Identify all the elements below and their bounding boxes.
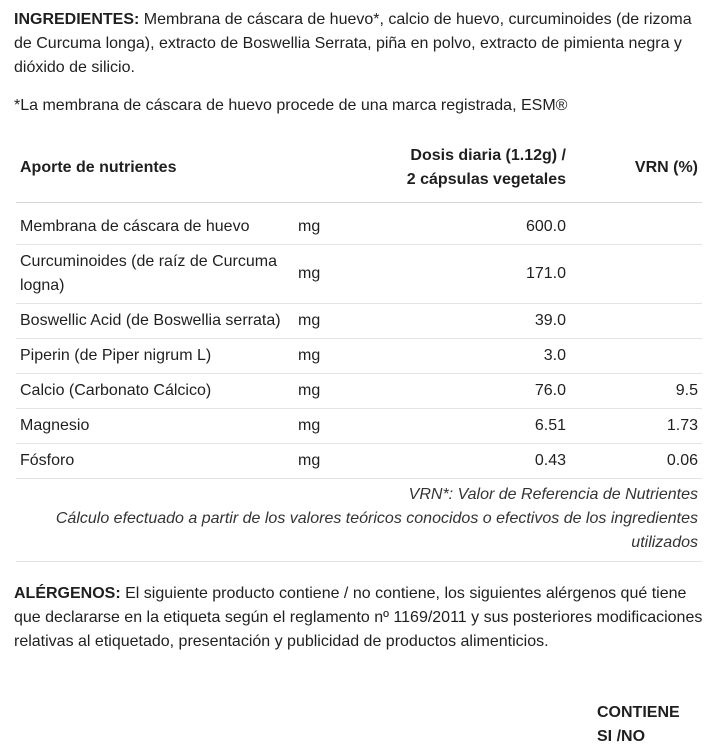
allergens-text: El siguiente producto contiene / no contiene, los siguientes alérgenos qué tiene que declararse en la etiqueta según el reglamento nº 1169/2011 y sus posteriores modificaciones relativas al etiquetado, presentación y publicidad de productos alimenticios. <box>14 585 703 650</box>
table-row <box>16 203 702 245</box>
allergens-label: ALÉRGENOS: <box>14 585 121 602</box>
nutrient-name: Calcio (Carbonato Cálcico) <box>16 374 294 409</box>
ingredients-label: INGREDIENTES: <box>14 11 140 28</box>
calculation-note: Cálculo efectuado a partir de los valores teóricos conocidos o efectivos de los ingredientes utilizados <box>55 510 698 551</box>
header-daily-dose <box>362 132 574 203</box>
header-dose-line1: Dosis diaria (1.12g) / <box>410 147 566 164</box>
ingredients-paragraph <box>14 8 704 80</box>
ingredients-text: Membrana de cáscara de huevo*, calcio de huevo, curcuminoides (de rizoma de Curcuma longa), extracto de Boswellia Serrata, piña en polvo, extracto de pimienta negra y dióxido de silicio. <box>14 11 692 76</box>
nutrient-dose: 0.43 <box>362 444 574 479</box>
table-header-row <box>16 132 702 203</box>
nutrient-unit: mg <box>294 444 362 479</box>
nutrient-name: Curcuminoides (de raíz de Curcuma logna) <box>16 245 294 304</box>
nutrient-name: Boswellic Acid (de Boswellia serrata) <box>16 304 294 339</box>
table-row <box>16 245 702 304</box>
nutrient-name: Magnesio <box>16 409 294 444</box>
nutrient-unit: mg <box>294 203 362 245</box>
nutrient-dose: 39.0 <box>362 304 574 339</box>
contiene-line2: SI /NO <box>597 728 646 745</box>
nutrient-vrn <box>574 339 702 374</box>
nutrient-vrn: 0.06 <box>574 444 702 479</box>
nutrient-dose: 3.0 <box>362 339 574 374</box>
header-nutrients: Aporte de nutrientes <box>16 132 294 203</box>
nutrition-table <box>16 132 702 562</box>
nutrient-dose: 171.0 <box>362 245 574 304</box>
nutrient-vrn <box>574 245 702 304</box>
nutrient-unit: mg <box>294 409 362 444</box>
nutrient-vrn <box>574 304 702 339</box>
nutrition-rows <box>16 203 702 562</box>
header-dose-line2: 2 cápsulas vegetales <box>406 171 566 188</box>
table-footnote <box>16 479 702 562</box>
nutrient-vrn: 1.73 <box>574 409 702 444</box>
table-row <box>16 339 702 374</box>
nutrient-unit: mg <box>294 374 362 409</box>
nutrient-unit: mg <box>294 245 362 304</box>
table-footer-row <box>16 479 702 562</box>
vrn-definition: VRN*: Valor de Referencia de Nutrientes <box>408 486 698 503</box>
nutrient-dose: 6.51 <box>362 409 574 444</box>
table-row <box>16 444 702 479</box>
label-document <box>14 8 704 654</box>
nutrient-unit: mg <box>294 304 362 339</box>
nutrient-dose: 600.0 <box>362 203 574 245</box>
header-unit <box>294 132 362 203</box>
nutrient-name: Piperin (de Piper nigrum L) <box>16 339 294 374</box>
contiene-heading <box>597 701 680 749</box>
table-row <box>16 304 702 339</box>
nutrient-name: Membrana de cáscara de huevo <box>16 203 294 245</box>
contiene-line1: CONTIENE <box>597 704 680 721</box>
table-row <box>16 409 702 444</box>
allergens-paragraph <box>14 582 704 654</box>
nutrient-unit: mg <box>294 339 362 374</box>
nutrient-dose: 76.0 <box>362 374 574 409</box>
nutrient-name: Fósforo <box>16 444 294 479</box>
nutrient-vrn <box>574 203 702 245</box>
table-row <box>16 374 702 409</box>
esm-footnote: *La membrana de cáscara de huevo procede de una marca registrada, ESM® <box>14 97 568 114</box>
nutrient-vrn: 9.5 <box>574 374 702 409</box>
header-vrn: VRN (%) <box>574 132 702 203</box>
